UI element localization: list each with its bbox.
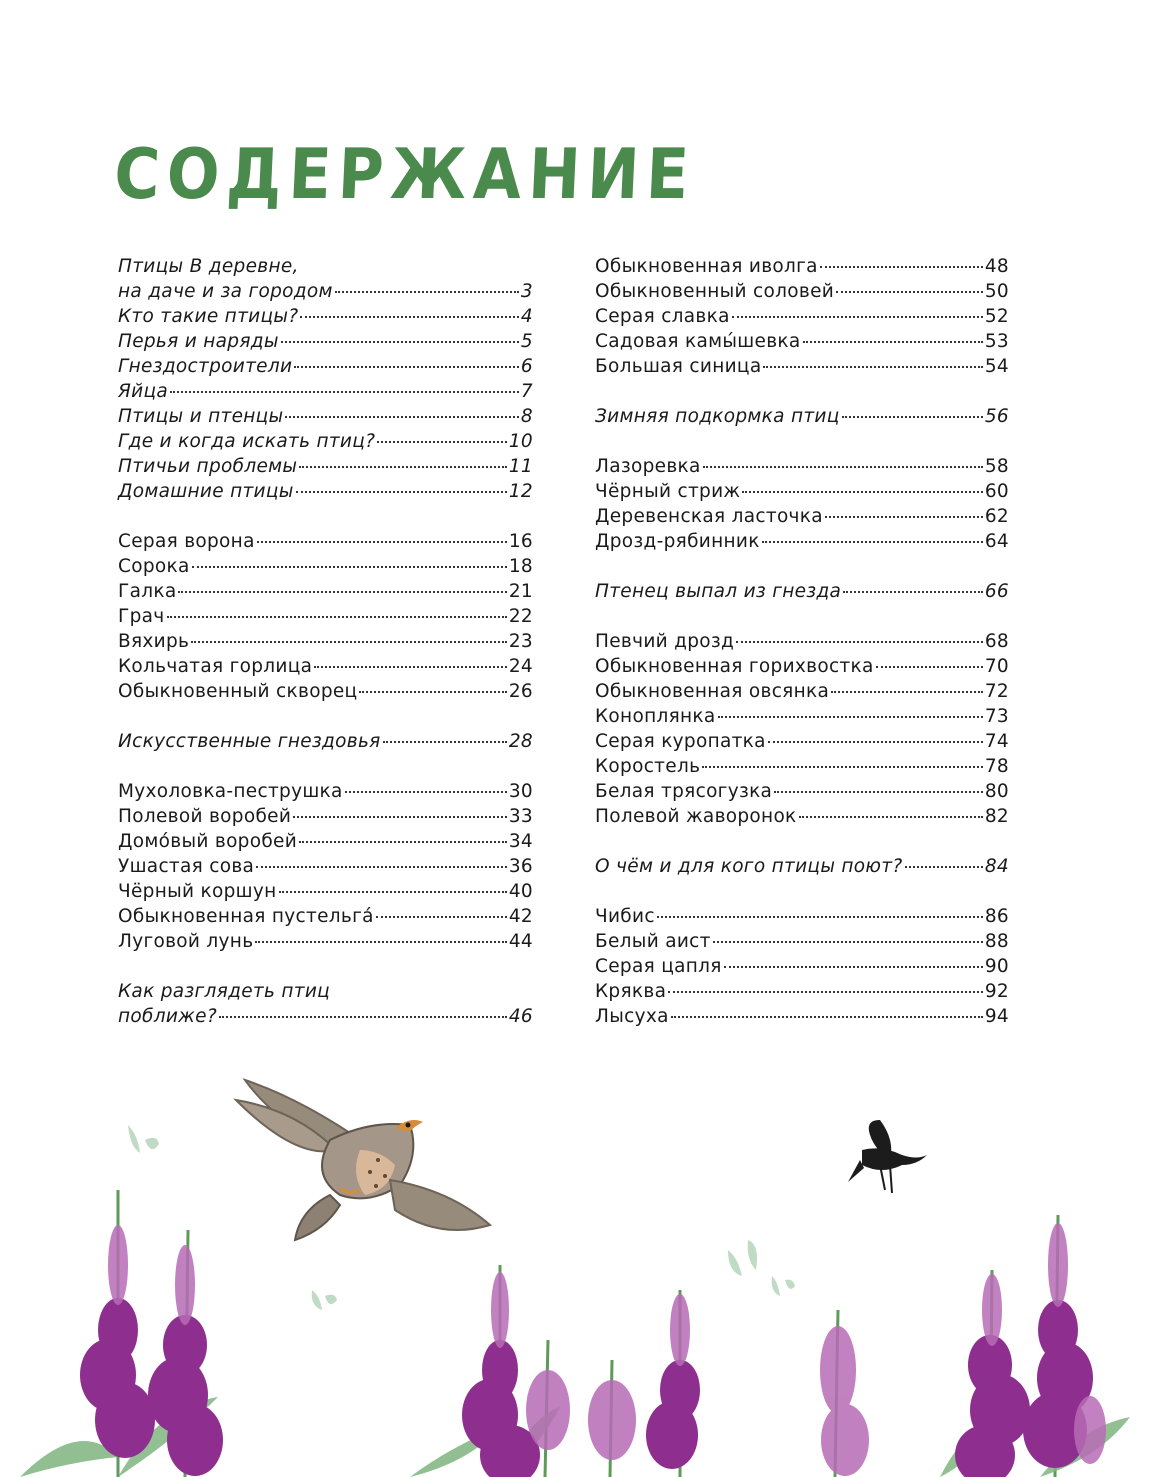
- toc-entry[interactable]: [595, 929, 1009, 954]
- toc-page-number: 72: [984, 681, 1009, 702]
- toc-entry[interactable]: [118, 329, 533, 354]
- toc-entry-title: Птицы В деревне,: [118, 256, 299, 277]
- toc-right-column: [595, 254, 1009, 1029]
- toc-page-number: 88: [984, 931, 1009, 952]
- toc-entry[interactable]: [118, 529, 533, 554]
- toc-dot-leader: [713, 941, 983, 943]
- toc-page-number: 60: [984, 481, 1009, 502]
- toc-spacer: [118, 704, 533, 729]
- toc-entry-title: Ушастая сова: [118, 856, 255, 877]
- toc-page-number: 53: [984, 331, 1009, 352]
- toc-entry[interactable]: [118, 604, 533, 629]
- toc-page-number: 52: [984, 306, 1009, 327]
- toc-entry[interactable]: [118, 354, 533, 379]
- toc-entry[interactable]: [595, 704, 1009, 729]
- toc-dot-leader: [843, 591, 983, 593]
- toc-entry[interactable]: [595, 254, 1009, 279]
- toc-spacer: [595, 554, 1009, 579]
- toc-entry-title: Лысуха: [595, 1006, 669, 1027]
- toc-dot-leader: [219, 1016, 507, 1018]
- toc-page-number: 7: [520, 381, 533, 402]
- toc-entry[interactable]: [595, 979, 1009, 1004]
- toc-dot-leader: [742, 491, 982, 493]
- toc-entry-title: Полевой воробей: [118, 806, 292, 827]
- toc-dot-leader: [279, 891, 507, 893]
- toc-entry-title: Деревенская ласточка: [595, 506, 823, 527]
- toc-entry[interactable]: [595, 579, 1009, 604]
- toc-entry-title: Полевой жаворонок: [595, 806, 797, 827]
- toc-page-number: 68: [984, 631, 1009, 652]
- toc-dot-leader: [876, 666, 983, 668]
- toc-entry-title: поближе?: [118, 1006, 217, 1027]
- toc-dot-leader: [383, 741, 507, 743]
- toc-page-number: 33: [508, 806, 533, 827]
- toc-entry-title: Обыкновенный соловей: [595, 281, 835, 302]
- toc-entry[interactable]: [118, 629, 533, 654]
- toc-dot-leader: [718, 716, 983, 718]
- toc-dot-leader: [345, 791, 507, 793]
- toc-entry[interactable]: [595, 904, 1009, 929]
- toc-page-number: 74: [984, 731, 1009, 752]
- toc-dot-leader: [281, 341, 519, 343]
- toc-page-number: 40: [508, 881, 533, 902]
- toc-dot-leader: [256, 866, 507, 868]
- toc-page-number: 58: [984, 456, 1009, 477]
- toc-entry[interactable]: [595, 954, 1009, 979]
- toc-entry-title: Перья и наряды: [118, 331, 279, 352]
- toc-dot-leader: [803, 341, 983, 343]
- toc-entry-title: Серая цапля: [595, 956, 722, 977]
- toc-entry[interactable]: [595, 804, 1009, 829]
- toc-dot-leader: [359, 691, 506, 693]
- toc-entry-title: Чибис: [595, 906, 655, 927]
- toc-entry-title: Мухоловка-пеструшка: [118, 781, 343, 802]
- toc-entry-title: Обыкновенная пустельга́: [118, 906, 374, 927]
- toc-dot-leader: [255, 941, 506, 943]
- toc-entry[interactable]: [595, 454, 1009, 479]
- toc-entry-title: Как разглядеть птиц: [118, 981, 331, 1002]
- toc-spacer: [595, 604, 1009, 629]
- toc-page-number: 36: [508, 856, 533, 877]
- toc-page-number: 62: [984, 506, 1009, 527]
- toc-dot-leader: [294, 366, 519, 368]
- toc-entry-title: Яйца: [118, 381, 169, 402]
- toc-left-column: [118, 254, 533, 1029]
- toc-entry[interactable]: [118, 404, 533, 429]
- toc-entry[interactable]: [595, 654, 1009, 679]
- toc-dot-leader: [191, 641, 507, 643]
- toc-page-number: 34: [508, 831, 533, 852]
- toc-entry-title: Искусственные гнездовья: [118, 731, 381, 752]
- toc-page-number: 6: [520, 356, 533, 377]
- toc-page-number: 23: [508, 631, 533, 652]
- toc-entry-title: Вяхирь: [118, 631, 190, 652]
- toc-entry-title: Кто такие птицы?: [118, 306, 299, 327]
- toc-page-number: 46: [508, 1006, 533, 1027]
- toc-dot-leader: [820, 266, 983, 268]
- toc-entry[interactable]: [595, 679, 1009, 704]
- toc-page-number: 56: [984, 406, 1009, 427]
- toc-page-number: 66: [984, 581, 1009, 602]
- toc-page-number: 73: [984, 706, 1009, 727]
- toc-dot-leader: [170, 391, 519, 393]
- toc-page-number: 84: [984, 856, 1009, 877]
- toc-entry[interactable]: [595, 629, 1009, 654]
- toc-entry[interactable]: [595, 329, 1009, 354]
- toc-entry-title: Садовая камы́шевка: [595, 331, 801, 352]
- toc-page-number: 3: [520, 281, 533, 302]
- toc-entry-title: Птицы и птенцы: [118, 406, 284, 427]
- thrush-illustration: [236, 1080, 490, 1240]
- page-title: СОДЕРЖАНИЕ: [112, 133, 698, 216]
- toc-page-number: 11: [508, 456, 533, 477]
- toc-entry[interactable]: [118, 1004, 533, 1029]
- toc-page-number: 42: [508, 906, 533, 927]
- toc-entry-title: Чёрный коршун: [118, 881, 277, 902]
- toc-dot-leader: [703, 466, 983, 468]
- toc-entry[interactable]: [118, 554, 533, 579]
- toc-dot-leader: [376, 916, 507, 918]
- toc-entry[interactable]: [118, 579, 533, 604]
- toc-entry[interactable]: [595, 479, 1009, 504]
- toc-dot-leader: [314, 666, 507, 668]
- toc-dot-leader: [192, 566, 507, 568]
- toc-dot-leader: [702, 766, 983, 768]
- toc-entry[interactable]: [595, 779, 1009, 804]
- toc-dot-leader: [671, 1016, 983, 1018]
- toc-entry[interactable]: [118, 429, 533, 454]
- toc-entry-title: Кряква: [595, 981, 667, 1002]
- toc-dot-leader: [799, 816, 983, 818]
- toc-spacer: [595, 829, 1009, 854]
- toc-entry[interactable]: [118, 829, 533, 854]
- toc-entry[interactable]: [118, 454, 533, 479]
- toc-page-number: 28: [508, 731, 533, 752]
- toc-entry-title: Луговой лунь: [118, 931, 254, 952]
- toc-entry-title: Чёрный стриж: [595, 481, 741, 502]
- toc-spacer: [595, 429, 1009, 454]
- toc-dot-leader: [842, 416, 983, 418]
- toc-page-number: 22: [508, 606, 533, 627]
- toc-entry[interactable]: [118, 904, 533, 929]
- toc-entry-title: Лазоревка: [595, 456, 701, 477]
- toc-page-number: 26: [508, 681, 533, 702]
- toc-entry[interactable]: [595, 854, 1009, 879]
- toc-page-number: 80: [984, 781, 1009, 802]
- toc-entry[interactable]: [118, 679, 533, 704]
- toc-spacer: [118, 754, 533, 779]
- toc-dot-leader: [724, 966, 983, 968]
- toc-entry[interactable]: [595, 279, 1009, 304]
- toc-page-number: 90: [984, 956, 1009, 977]
- toc-entry-title: Белая трясогузка: [595, 781, 773, 802]
- toc-entry[interactable]: [595, 404, 1009, 429]
- toc-page-number: 48: [984, 256, 1009, 277]
- toc-entry[interactable]: [118, 379, 533, 404]
- toc-entry-title: Серая славка: [595, 306, 730, 327]
- toc-page-number: 94: [984, 1006, 1009, 1027]
- blackbird-illustration: [848, 1120, 927, 1193]
- toc-entry-title: Птичьи проблемы: [118, 456, 298, 477]
- toc-entry-title: Птенец выпал из гнезда: [595, 581, 842, 602]
- toc-entry[interactable]: [595, 1004, 1009, 1029]
- toc-spacer: [118, 504, 533, 529]
- toc-page-number: 21: [508, 581, 533, 602]
- toc-entry[interactable]: [118, 779, 533, 804]
- toc-dot-leader: [257, 541, 507, 543]
- toc-dot-leader: [905, 866, 983, 868]
- toc-page-number: 12: [508, 481, 533, 502]
- toc-entry[interactable]: [595, 754, 1009, 779]
- toc-page-number: 24: [508, 656, 533, 677]
- toc-page-number: 78: [984, 756, 1009, 777]
- toc-page-number: 8: [520, 406, 533, 427]
- toc-spacer: [118, 954, 533, 979]
- toc-entry[interactable]: [595, 529, 1009, 554]
- toc-entry-title: Кольчатая горлица: [118, 656, 313, 677]
- toc-entry-title: Домашние птицы: [118, 481, 294, 502]
- toc-dot-leader: [736, 641, 983, 643]
- toc-dot-leader: [732, 316, 983, 318]
- toc-entry[interactable]: [118, 479, 533, 504]
- toc-entry[interactable]: [118, 729, 533, 754]
- toc-entry-title: Белый аист: [595, 931, 711, 952]
- toc-page-number: 18: [508, 556, 533, 577]
- toc-entry[interactable]: [118, 854, 533, 879]
- toc-entry[interactable]: [118, 929, 533, 954]
- toc-dot-leader: [831, 691, 983, 693]
- toc-dot-leader: [335, 291, 519, 293]
- toc-entry[interactable]: [595, 354, 1009, 379]
- toc-entry[interactable]: [118, 654, 533, 679]
- toc-entry-title: Галка: [118, 581, 177, 602]
- toc-dot-leader: [657, 916, 983, 918]
- toc-entry-title: Коростель: [595, 756, 701, 777]
- toc-page-number: 82: [984, 806, 1009, 827]
- toc-page-number: 4: [520, 306, 533, 327]
- toc-entry-title: Где и когда искать птиц?: [118, 431, 376, 452]
- toc-entry-title: Большая синица: [595, 356, 762, 377]
- toc-page-number: 64: [984, 531, 1009, 552]
- toc-dot-leader: [178, 591, 506, 593]
- toc-page-number: 16: [508, 531, 533, 552]
- toc-page-number: 44: [508, 931, 533, 952]
- toc-dot-leader: [296, 491, 507, 493]
- toc-entry-title: Зимняя подкормка птиц: [595, 406, 840, 427]
- toc-dot-leader: [300, 316, 519, 318]
- toc-dot-leader: [762, 541, 983, 543]
- toc-dot-leader: [668, 991, 983, 993]
- toc-entry[interactable]: [118, 979, 533, 1004]
- toc-entry[interactable]: [118, 304, 533, 329]
- toc-dot-leader: [763, 366, 982, 368]
- toc-entry-title: Грач: [118, 606, 165, 627]
- toc-entry-title: Певчий дрозд: [595, 631, 735, 652]
- toc-entry-title: Обыкновенный скворец: [118, 681, 358, 702]
- toc-page-number: 10: [508, 431, 533, 452]
- toc-dot-leader: [285, 416, 518, 418]
- toc-entry[interactable]: [595, 304, 1009, 329]
- toc-dot-leader: [299, 466, 507, 468]
- toc-entry-title: Гнездостроители: [118, 356, 293, 377]
- toc-dot-leader: [825, 516, 983, 518]
- toc-entry-title: Обыкновенная овсянка: [595, 681, 830, 702]
- toc-entry[interactable]: [118, 804, 533, 829]
- toc-entry[interactable]: [595, 504, 1009, 529]
- toc-entry-title: О чём и для кого птицы поют?: [595, 856, 903, 877]
- decorative-illustration: [0, 1060, 1152, 1477]
- toc-dot-leader: [293, 816, 507, 818]
- fireweed-illustration: [20, 1190, 1130, 1477]
- toc-page-number: 54: [984, 356, 1009, 377]
- toc-dot-leader: [377, 441, 507, 443]
- toc-page-number: 92: [984, 981, 1009, 1002]
- toc-spacer: [595, 879, 1009, 904]
- toc-entry[interactable]: [595, 729, 1009, 754]
- toc-entry[interactable]: [118, 254, 533, 279]
- toc-entry-title: Дрозд-рябинник: [595, 531, 760, 552]
- toc-dot-leader: [836, 291, 983, 293]
- toc-entry-title: Коноплянка: [595, 706, 716, 727]
- toc-entry-title: Серая ворона: [118, 531, 255, 552]
- toc-entry-title: Обыкновенная иволга: [595, 256, 818, 277]
- toc-page-number: 86: [984, 906, 1009, 927]
- toc-spacer: [595, 379, 1009, 404]
- toc-dot-leader: [299, 841, 507, 843]
- toc-page-number: 50: [984, 281, 1009, 302]
- toc-page-number: 70: [984, 656, 1009, 677]
- toc-dot-leader: [774, 791, 983, 793]
- toc-entry-title: на даче и за городом: [118, 281, 333, 302]
- toc-entry-title: Домо́вый воробей: [118, 831, 298, 852]
- toc-page-number: 5: [520, 331, 533, 352]
- toc-entry-title: Серая куропатка: [595, 731, 766, 752]
- toc-dot-leader: [768, 741, 983, 743]
- toc-entry[interactable]: [118, 879, 533, 904]
- toc-entry-title: Обыкновенная горихвостка: [595, 656, 874, 677]
- toc-entry[interactable]: [118, 279, 533, 304]
- toc-entry-title: Сорока: [118, 556, 190, 577]
- toc-page-number: 30: [508, 781, 533, 802]
- toc-dot-leader: [167, 616, 507, 618]
